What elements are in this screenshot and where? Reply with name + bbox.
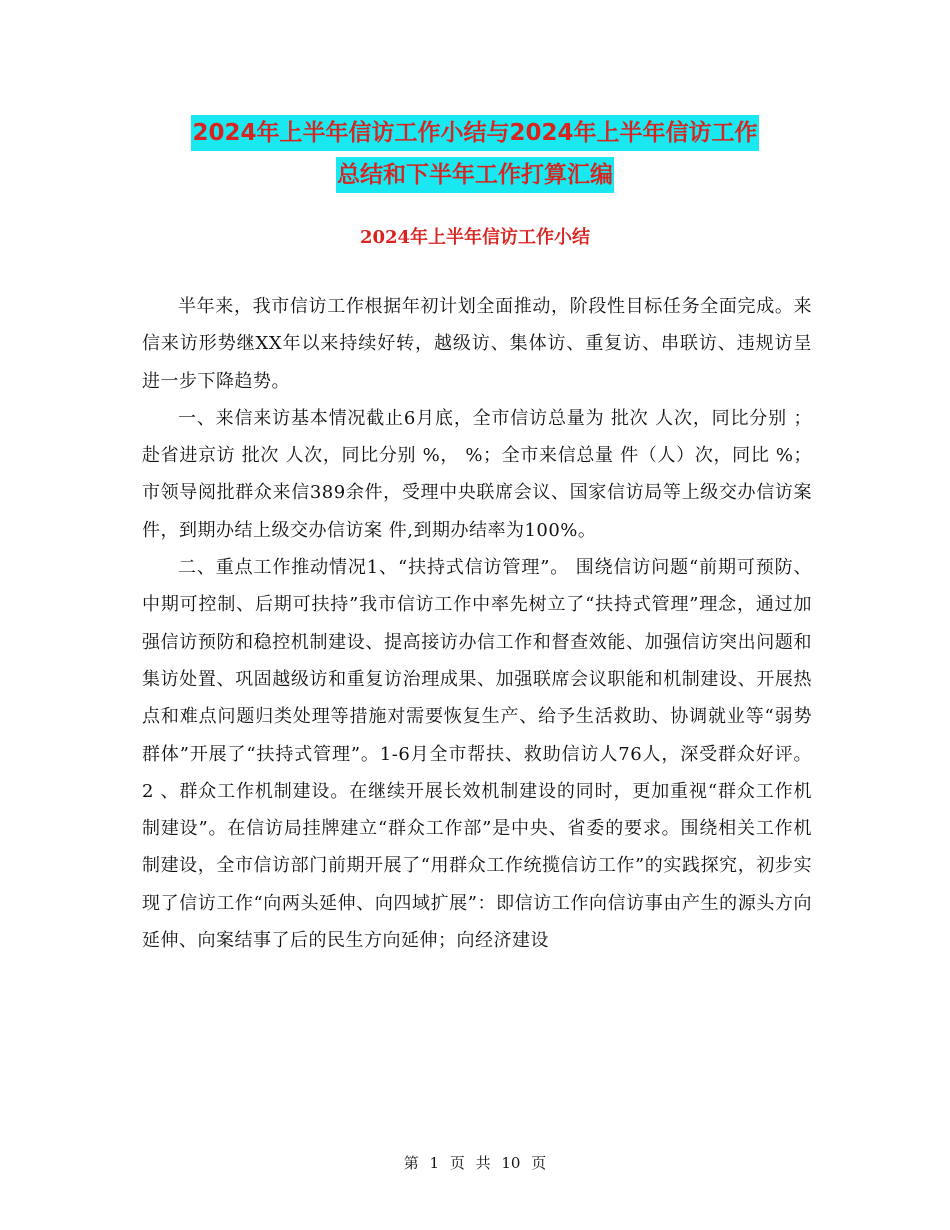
page-footer: 第 1 页 共 10 页 (403, 1154, 547, 1172)
document-body (142, 288, 812, 959)
document-title-line-1: 2024年上半年信访工作小结与2024年上半年信访工作 (191, 115, 758, 151)
paragraph-basic-situation: 一、来信来访基本情况截止6月底，全市信访总量为 批次 人次，同比分别 ；赴省进京访 批次 人次，同比分别 %， %；全市来信总量 件（人）次，同比 %；市领导阅批群众来信389余件，受理中央联席会议、国家信访局等上级交办信访案 件，到期办结上级交办信访案 件,到期办结率为100%。 (142, 407, 812, 541)
document-title (0, 112, 950, 196)
paragraph-intro: 半年来，我市信访工作根据年初计划全面推动，阶段性目标任务全面完成。来信来访形势继XX年以来持续好转，越级访、集体访、重复访、串联访、违规访呈进一步下降趋势。 (142, 296, 812, 392)
section-title: 2024年上半年信访工作小结 (359, 227, 591, 248)
document-title-line-2: 总结和下半年工作打算汇编 (336, 157, 614, 193)
paragraph-key-work: 二、重点工作推动情况1、“扶持式信访管理”。 围绕信访问题“前期可预防、中期可控制、后期可扶持”我市信访工作中率先树立了“扶持式管理”理念，通过加强信访预防和稳控机制建设、提高接访办信工作和督查效能、加强信访突出问题和集访处置、巩固越级访和重复访治理成果、加强联席会议职能和机制建设、开展热点和难点问题归类处理等措施对需要恢复生产、给予生活救助、协调就业等“弱势群体”开展了“扶持式管理”。1-6月全市帮扶、救助信访人76人，深受群众好评。 2 、群众工作机制建设。在继续开展长效机制建设的同时，更加重视“群众工作机制建设”。在信访局挂牌建立“群众工作部”是中央、省委的要求。围绕相关工作机制建设，全市信访部门前期开展了“用群众工作统揽信访工作”的实践探究，初步实现了信访工作“向两头延伸、向四域扩展”：即信访工作向信访事由产生的源头方向延伸、向案结事了后的民生方向延伸；向经济建设 (142, 557, 812, 952)
